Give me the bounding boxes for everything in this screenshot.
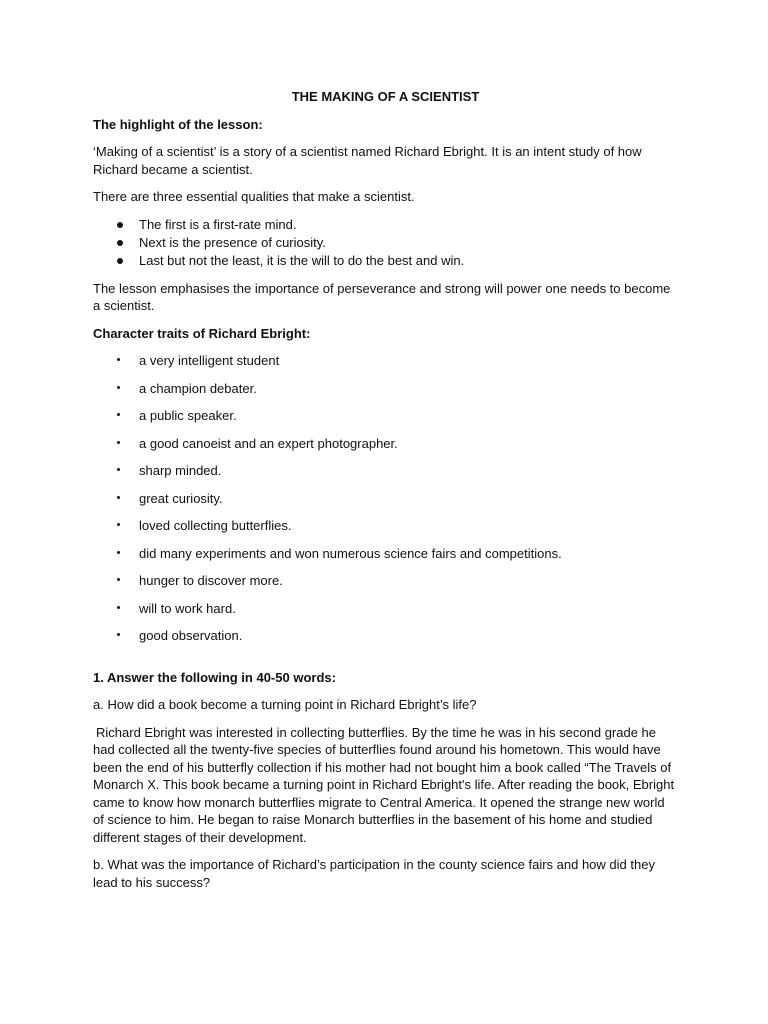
- list-item: a public speaker.: [93, 407, 678, 425]
- question-b: b. What was the importance of Richard’s participation in the county science fairs and how did they lead to his success?: [93, 857, 655, 890]
- list-item: loved collecting butterflies.: [93, 517, 678, 535]
- list-item: did many experiments and won numerous science fairs and competitions.: [93, 545, 678, 563]
- list-item: Next is the presence of curiosity.: [93, 234, 678, 252]
- list-item: sharp minded.: [93, 462, 678, 480]
- qualities-intro: There are three essential qualities that make a scientist.: [93, 189, 415, 204]
- list-item: good observation.: [93, 627, 678, 645]
- list-item: a good canoeist and an expert photographer.: [93, 435, 678, 453]
- list-item: a very intelligent student: [93, 352, 678, 370]
- list-item: The first is a first-rate mind.: [93, 216, 678, 234]
- intro-paragraph: ‘Making of a scientist’ is a story of a scientist named Richard Ebright. It is an intent study of how Richard became a scientist.: [93, 144, 642, 177]
- traits-list: [93, 352, 678, 645]
- question-a: a. How did a book become a turning point in Richard Ebright’s life?: [93, 697, 477, 712]
- answer-a: Richard Ebright was interested in collecting butterflies. By the time he was in his second grade he had collected all the twenty-five species of butterflies found around his hometown. This would have been the end of his butterfly collection if his mother had not bought him a book called “The Travels of Monarch X. This book became a turning point in Richard Ebright's life. After reading the book, Ebright came to know how monarch butterflies migrate to Central America. It opened the strange new world of science to him. He began to raise Monarch butterflies in the basement of his home and studied different stages of their development.: [93, 724, 675, 845]
- list-item: will to work hard.: [93, 600, 678, 618]
- qualities-list: [93, 216, 678, 270]
- emphasis-paragraph: The lesson emphasises the importance of perseverance and strong will power one needs to become a scientist.: [93, 280, 671, 313]
- section-spacer: [93, 655, 678, 669]
- document-title: THE MAKING OF A SCIENTIST: [291, 89, 480, 104]
- exercise-heading: 1. Answer the following in 40-50 words:: [93, 669, 336, 685]
- list-item: a champion debater.: [93, 380, 678, 398]
- list-item: Last but not the least, it is the will to do the best and win.: [93, 252, 678, 270]
- traits-heading: Character traits of Richard Ebright:: [93, 325, 311, 341]
- document-body: [93, 88, 678, 901]
- list-item: great curiosity.: [93, 490, 678, 508]
- list-item: hunger to discover more.: [93, 572, 678, 590]
- highlight-heading: The highlight of the lesson:: [93, 116, 263, 132]
